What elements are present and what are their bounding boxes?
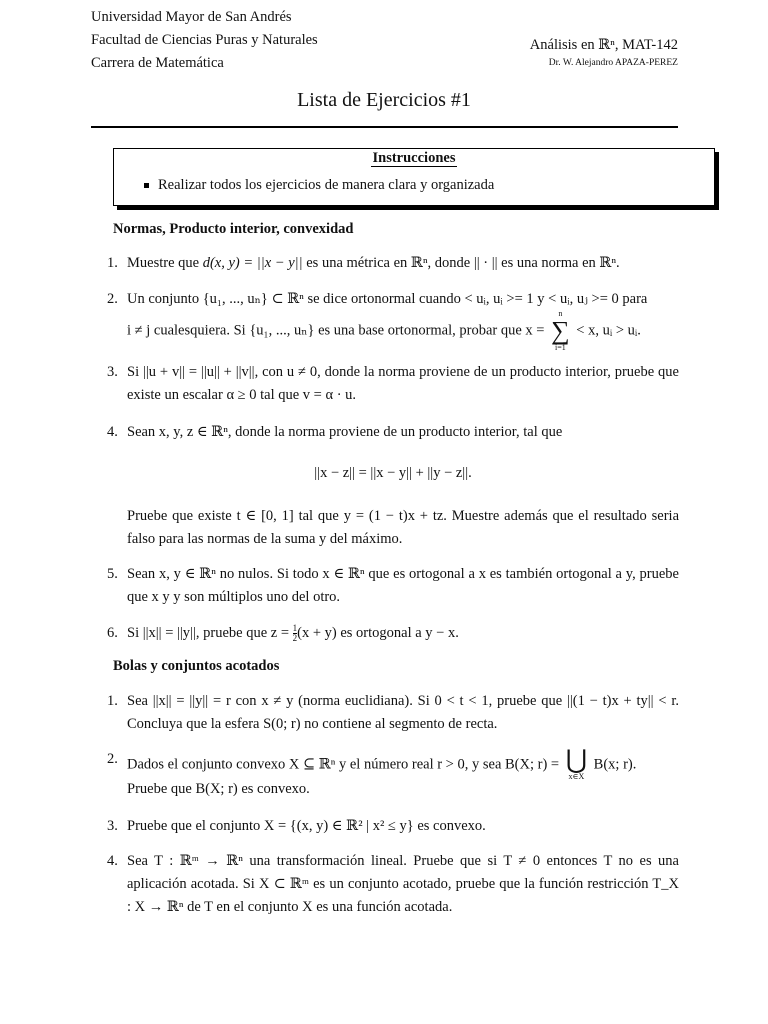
fraction: $\frac{1}{2}$ [292,623,298,644]
bolas-exercise-3 [107,815,679,838]
instructions-list [114,177,714,194]
exercise-number: 3. [107,364,118,380]
title-rule [91,126,678,128]
bolas-exercise-4 [107,850,679,919]
exercise-text: Sean x, y ∈ ℝⁿ no nulos. Si todo x ∈ ℝⁿ que es ortogonal a x es también ortogonal a y, pruebe que x y y son múltiplos uno del otro. [127,566,679,605]
professor-name: Dr. W. Alejandro APAZA-PEREZ [548,58,678,68]
exercise-number: 1. [107,693,118,709]
faculty-name: Facultad de Ciencias Puras y Naturales [91,32,318,48]
section-heading-bolas: Bolas y conjuntos acotados [113,658,280,674]
exercise-text: Si ||x|| = ||y||, pruebe que z = $\frac{1}{2}$ (x + y) es ortogonal a y − x. [127,623,459,644]
exercise-text: Si ||u + v|| = ||u|| + ||v||, con u ≠ 0, donde la norma proviene de un producto interior, pruebe que existe un escalar α ≥ 0 tal que v = α · u. [127,364,679,403]
exercise-number: 5. [107,566,118,582]
exercise-1 [107,252,679,275]
summation-symbol: n ∑ i=1 [551,309,570,352]
exercise-3 [107,361,679,407]
instructions-heading: Instrucciones [372,150,456,166]
university-name: Universidad Mayor de San Andrés [91,9,292,25]
section-heading-normas: Normas, Producto interior, convexidad [113,221,354,237]
exercise-text: Sean x, y, z ∈ ℝⁿ, donde la norma proviene de un producto interior, tal que ||x − z|| = ||x − y|| + ||y − z||. Pruebe que existe t ∈ [0, 1] tal que y = (1 − t)x + tz. Muestre además que el resultado seria falso para las normas de la suma y del máximo. [127,421,679,551]
page-title: Lista de Ejercicios #1 [297,89,471,111]
exercise-text: Sea ||x|| = ||y|| = r con x ≠ y (norma euclidiana). Si 0 < t < 1, pruebe que ||(1 − t)x + ty|| < r. Concluya que la esfera S(0; r) no contiene al segmento de recta. [127,693,679,732]
institution-block [91,6,318,75]
exercise-number: 6. [107,625,118,641]
course-block [530,36,678,70]
exercise-number: 2. [107,291,118,307]
instruction-item: Realizar todos los ejercicios de manera clara y organizada [144,177,714,194]
instructions-box [113,148,715,206]
exercise-text: Pruebe que el conjunto X = {(x, y) ∈ ℝ² | x² ≤ y} es convexo. [127,818,486,834]
course-name: Análisis en ℝⁿ, MAT-142 [529,37,678,53]
exercise-4 [107,421,679,551]
display-equation: ||x − z|| = ||x − y|| + ||y − z||. [314,465,472,481]
career-name: Carrera de Matemática [91,55,224,71]
exercise-number: 2. [107,751,118,767]
exercise-5 [107,563,679,609]
exercise-number: 4. [107,424,118,440]
union-symbol: ⋃ x∈X [565,745,588,781]
exercise-text: Un conjunto {u₁, ..., uₙ} ⊂ ℝⁿ se dice ortonormal cuando < uᵢ, uᵢ >= 1 y < uᵢ, uⱼ >= 0 para i ≠ j cualesquiera. Si {u₁, ..., uₙ} es una base ortonormal, probar que x = n ∑ i=1 < x, uᵢ > uᵢ. [127,291,648,352]
exercise-text: Sea T : ℝᵐ → ℝⁿ una transformación lineal. Pruebe que si T ≠ 0 entonces T no es una aplicación acotada. Si X ⊂ ℝᵐ es un conjunto acotado, pruebe que la función restricción T_X : X → ℝⁿ de T en el conjunto X es una función acotada. [127,853,679,915]
exercise-text: Muestre que d(x, y) = ||x − y|| es una métrica en ℝⁿ, donde || · || es una norma en ℝⁿ. [127,255,620,271]
exercise-number: 3. [107,818,118,834]
exercise-text: Dados el conjunto convexo X ⊆ ℝⁿ y el número real r > 0, y sea B(X; r) = ⋃ x∈X B(x; r). Pruebe que B(X; r) es convexo. [127,745,637,797]
exercise-number: 4. [107,853,118,869]
exercise-number: 1. [107,255,118,271]
bolas-exercise-1 [107,690,679,736]
bolas-exercise-2 [107,745,679,801]
exercise-2 [107,288,679,353]
exercise-6 [107,622,679,645]
